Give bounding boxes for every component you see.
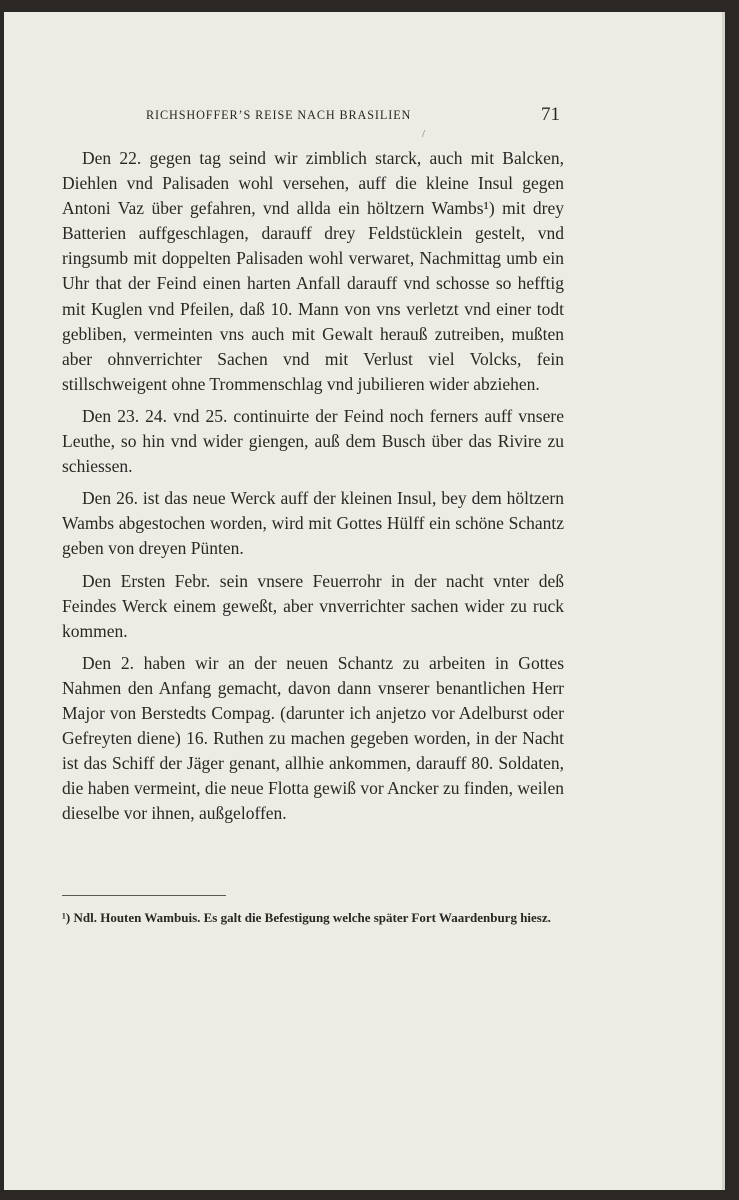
stray-mark: / [422,128,426,140]
paragraph: Den 2. haben wir an der neuen Schantz zu arbeiten in Gottes Nahmen den Anfang gemacht, davon dann vnserer benantlichen Herr Major von Berstedts Compag. (darunter ich anjetzo vor Adelburst oder Gefreyten diene) 16. Ruthen zu machen gegeben worden, in der Nacht ist das Schiff der Jäger genant, allhie ankommen, darauff 80. Soldaten, die haben vermeint, die neue Flotta gewiß vor Ancker zu finden, weilen dieselbe vor ihnen, außgeloffen. [62,652,564,824]
footnote-rule [62,895,226,896]
paragraph: Den 26. ist das neue Werck auff der kleinen Insul, bey dem höltzern Wambs abgestochen worden, wird mit Gottes Hülff ein schöne Schantz geben von dreyen Pünten. [62,488,564,559]
page-number: 71 [541,104,560,125]
footnote: ¹) Ndl. Houten Wambuis. Es galt die Befestigung welche später Fort Waardenburg hiesz. [62,910,551,925]
paragraph: Den 23. 24. vnd 25. continuirte der Feind noch ferners auff vnsere Leuthe, so hin vnd wider giengen, auß dem Busch über das Rivire zu schiessen. [62,405,564,477]
paragraph: Den 22. gegen tag seind wir zimblich starck, auch mit Balcken, Diehlen vnd Palisaden wohl versehen, auff die kleine Insul gegen Antoni Vaz über gefahren, vnd allda ein höltzern Wambs¹) mit drey Batterien auffgeschlagen, darauff drey Feldstücklein gestelt, vnd ringsumb mit doppelten Palisaden wohl verwaret, Nachmittag umb ein Uhr that der Feind einen harten Anfall darauff vnd schosse so hefftig mit Kuglen vnd Pfeilen, daß 10. Mann von vns verletzt vnd einer todt gebliben, vermeinten vns auch mit Gewalt herauß zutreiben, mußten aber ohnverrichter Sachen vnd mit Verlust viel Volcks, fein stillschweigent ohne Trommenschlag vnd jubilieren wider abziehen. [62,148,564,394]
paragraph: Den Ersten Febr. sein vnsere Feuerrohr in der nacht vnter deß Feindes Werck einem geweßt, aber vnverrichter sachen wider zu ruck kommen. [62,570,564,641]
body-text [62,146,564,833]
running-title: RICHSHOFFER’S REISE NACH BRASILIEN [146,108,412,122]
